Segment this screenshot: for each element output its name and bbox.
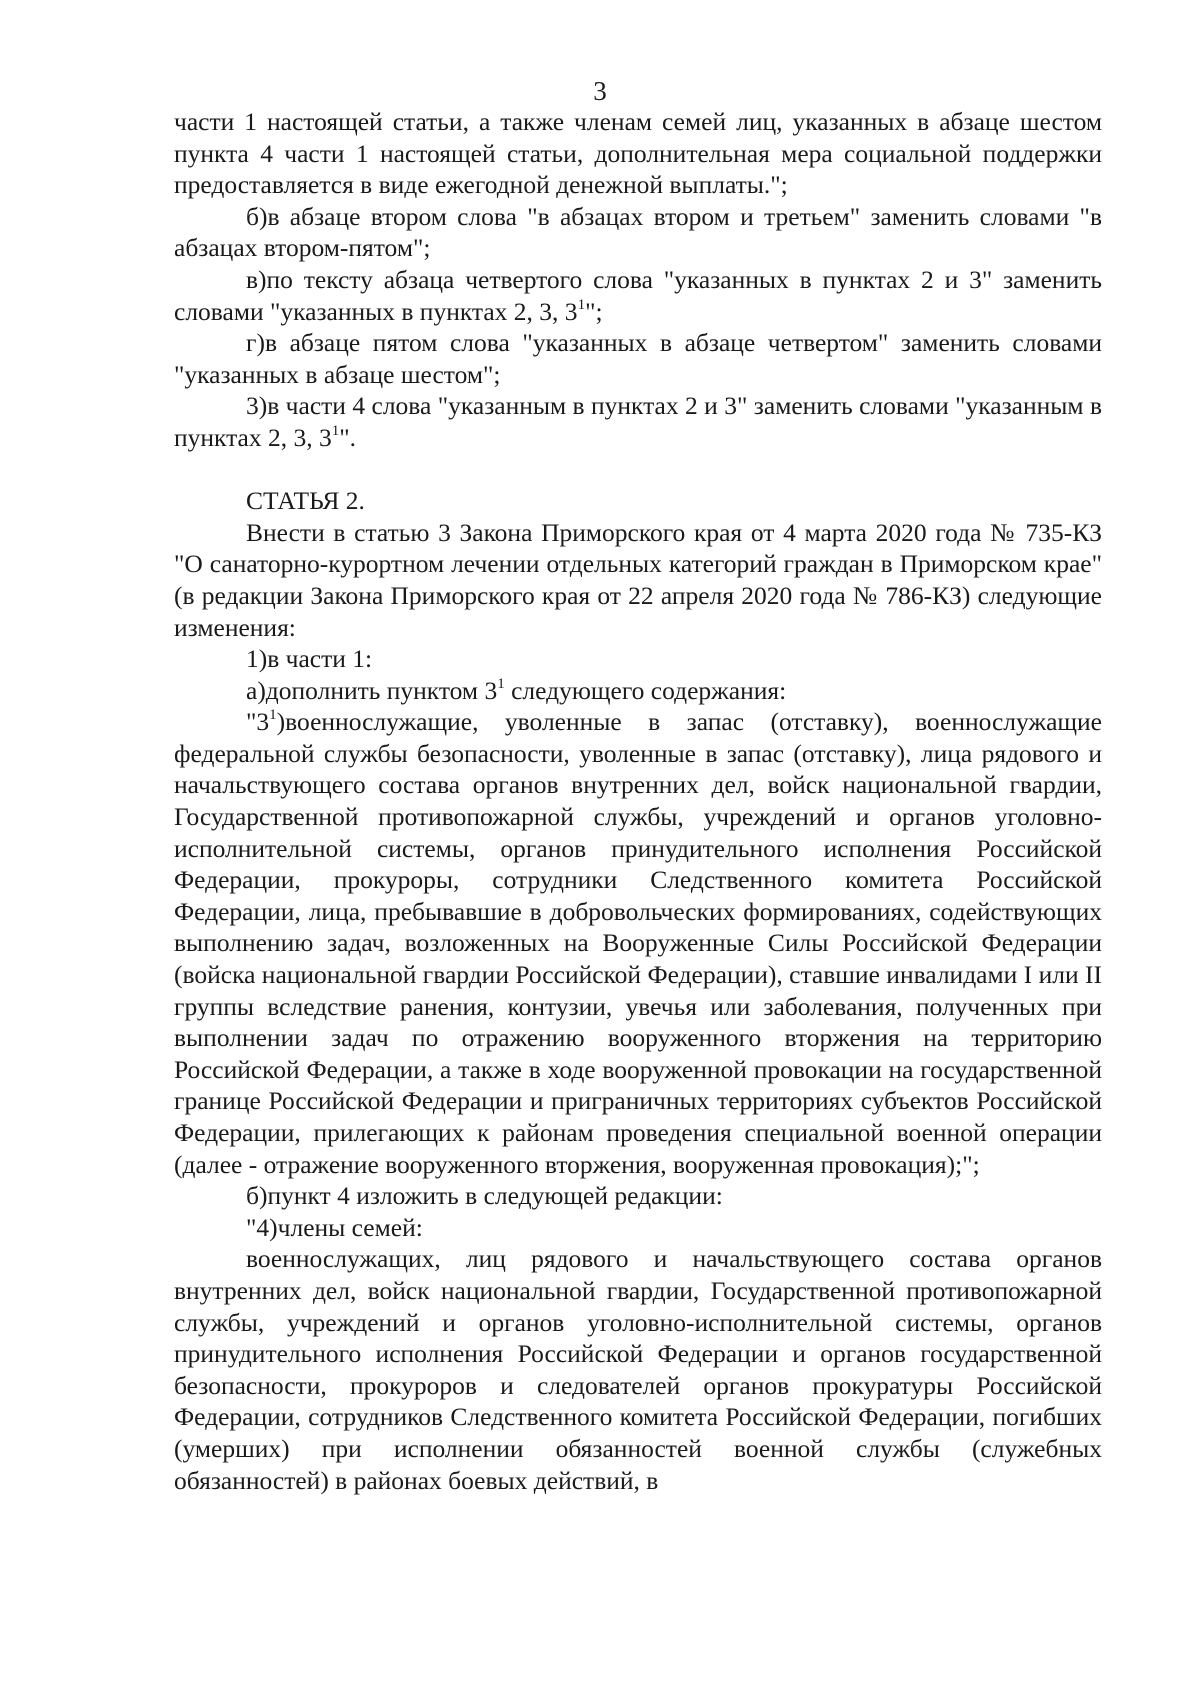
page-number: 3 [593, 76, 607, 106]
superscript: 1 [269, 707, 277, 724]
paragraph-item-v [174, 264, 1102, 327]
paragraph-family-members: военнослужащих, лиц рядового и начальствующего состава органов внутренних дел, войск национальной гвардии, Государственной противопожарной службы, учреждений и органов уголовно-исполнительной системы, органов принудительного исполнения Российской Федерации и органов государственной безопасности, прокуроров и следователей органов прокуратуры Российской Федерации, сотрудников Следственного комитета Российской Федерации, погибших (умерших) при исполнении обязанностей военной службы (служебных обязанностей) в районах боевых действий, в [174, 1244, 1102, 1495]
paragraph-item-a [174, 675, 1102, 707]
paragraph-item-a-end: следующего содержания: [504, 675, 787, 705]
superscript: 1 [577, 296, 586, 313]
paragraph-item-g: г)в абзаце пятом слова "указанных в абзаце четвертом" заменить словами "указанных в абзаце шестом"; [174, 328, 1102, 389]
paragraph-continuation: части 1 настоящей статьи, а также членам семей лиц, указанных в абзаце шестом пункта 4 части 1 настоящей статьи, дополнительная мера социальной поддержки предоставляется в виде ежегодной денежной выплаты."; [174, 107, 1102, 200]
paragraph-item-3-end: ". [339, 422, 357, 452]
superscript: 1 [331, 422, 340, 439]
paragraph-point-4: "4)члены семей: [246, 1212, 423, 1242]
superscript: 1 [497, 675, 505, 692]
paragraph-item-3 [174, 390, 1102, 453]
document-body [174, 106, 1102, 1496]
paragraph-article-intro: Внести в статью 3 Закона Приморского края от 4 марта 2020 года № 735-КЗ "О санаторно-курортном лечении отдельных категорий граждан в Приморском крае" (в редакции Закона Приморского края от 22 апреля 2020 года № 786-КЗ) следующие изменения: [174, 517, 1102, 642]
paragraph-point-3-1-text: )военнослужащие, уволенные в запас (отставку), военнослужащие федеральной службы безопасности, уволенные в запас (отставку), лица рядового и начальствующего состава органов внутренних дел, войск национальной гвардии, Государственной противопожарной службы, учреждений и органов уголовно-исполнительной системы, органов принудительного исполнения Российской Федерации, прокуроры, сотрудники Следственного комитета Российской Федерации, лица, пребывавшие в добровольческих формированиях, содействующих выполнению задач, возложенных на Вооруженные Силы Российской Федерации (войска национальной гвардии Российской Федерации), ставшие инвалидами I или II группы вследствие ранения, контузии, увечья или заболевания, полученных при выполнении задач по отражению вооруженного вторжения на территорию Российской Федерации, а также в ходе вооруженной провокации на государственной границе Российской Федерации и приграничных территориях субъектов Российской Федерации, прилегающих к районам проведения специальной военной операции (далее - отражение вооруженного вторжения, вооруженная провокация);"; [174, 707, 1102, 1179]
paragraph-item-3-text: 3)в части 4 слова "указанным в пунктах 2 и 3" заменить словами "указанным в пунктах 2, 3, 3 [174, 391, 1102, 452]
paragraph-item-v-text: в)по тексту абзаца четвертого слова "указанных в пунктах 2 и 3" заменить словами "указанных в пунктах 2, 3, 3 [174, 264, 1102, 326]
paragraph-point-3-1-start: "3 [246, 707, 270, 737]
paragraph-item-a-text: а)дополнить пунктом 3 [246, 675, 498, 705]
paragraph-point-3-1 [174, 706, 1102, 1180]
paragraph-item-v-end: "; [585, 296, 603, 326]
paragraph-item-b2: б)пункт 4 изложить в следующей редакции: [246, 1181, 723, 1211]
paragraph-item-b: б)в абзаце втором слова "в абзацах втором и третьем" заменить словами "в абзацах втором-пятом"; [174, 201, 1102, 263]
blank-line [174, 454, 1102, 486]
article-heading: СТАТЬЯ 2. [246, 486, 365, 516]
paragraph-part-1: 1)в части 1: [246, 644, 373, 674]
